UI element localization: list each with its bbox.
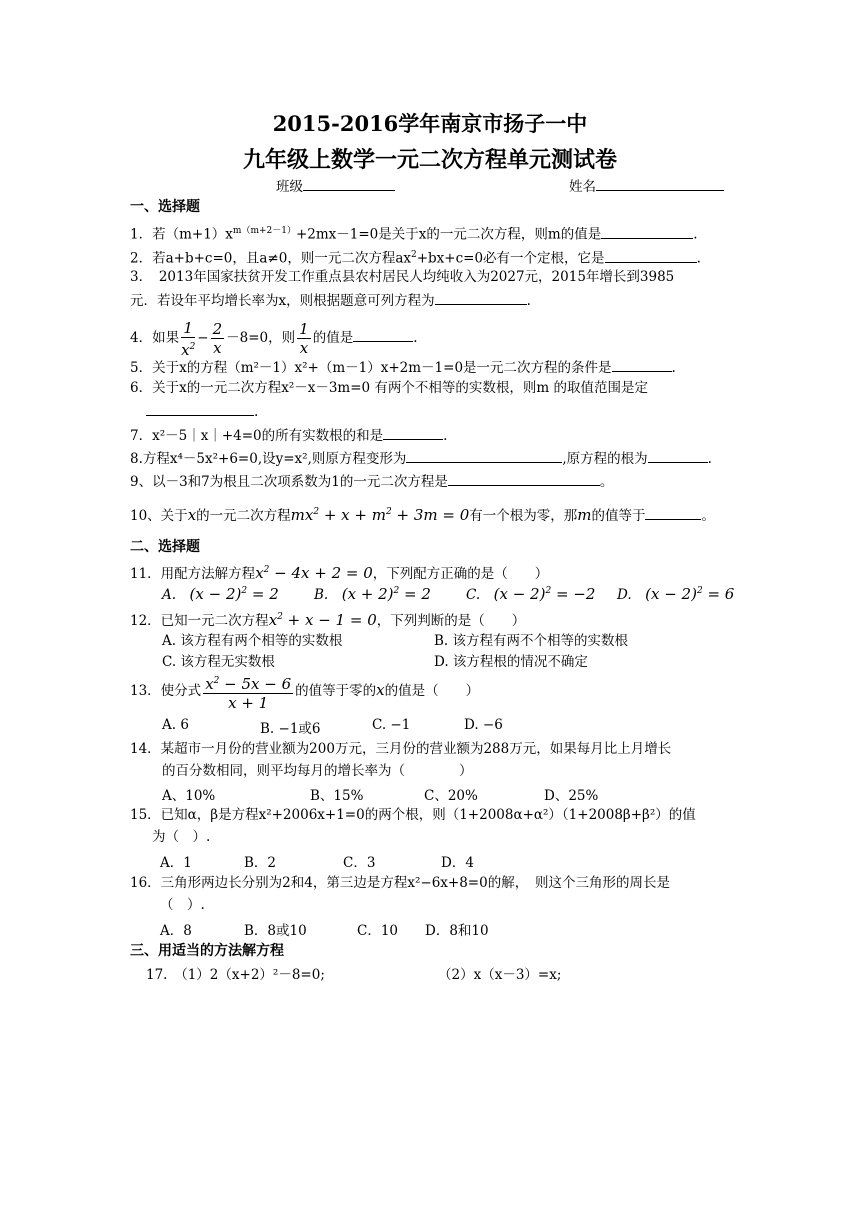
q4-answer-blank[interactable] bbox=[353, 327, 413, 342]
section3-heading: 三、用适当的方法解方程 bbox=[130, 943, 284, 959]
q15-option-a[interactable]: A．1 bbox=[160, 855, 192, 871]
q13-option-c[interactable]: C. −1 bbox=[372, 717, 411, 733]
question-8: 8.方程x⁴－5x²+6=0,设y=x²,则原方程变形为 ,原方程的根为 . bbox=[130, 448, 712, 468]
q12-option-b[interactable]: B. 该方程有两不个相等的实数根 bbox=[434, 633, 629, 649]
question-3-line1: 3． 2013年国家扶贫开发工作重点县农村居民人均纯收入为2027元，2015年增长到3985 bbox=[130, 269, 675, 285]
q16-option-b[interactable]: B．8或10 bbox=[244, 923, 307, 939]
q15-option-d[interactable]: D．4 bbox=[441, 855, 474, 871]
name-label: 姓名 bbox=[569, 179, 596, 195]
question-13: 13．使分式 $\frac{x^2 - 5x - 6}{x + 1}$ 的值等于零的x的值是（ ） bbox=[130, 670, 479, 714]
question-17-part2: （2）x（x－3）=x; bbox=[438, 967, 562, 983]
exam-title-school: 2015-2016学年南京市扬子一中 bbox=[272, 111, 588, 136]
question-14-line1: 14．某超市一月份的营业额为200万元，三月份的营业额为288万元，如果每月比上月增长 bbox=[130, 741, 672, 757]
name-blank[interactable] bbox=[596, 176, 724, 191]
q13-option-b[interactable]: B. −1或6 bbox=[260, 721, 321, 737]
q9-answer-blank[interactable] bbox=[448, 471, 600, 486]
q11-option-a[interactable]: A. $(x - 2)^2 = 2$ bbox=[162, 585, 279, 603]
question-11: 11．用配方法解方程$x^2 - 4x + 2 = 0$，下列配方正确的是（ ） bbox=[130, 564, 549, 582]
q8-blank-2[interactable] bbox=[648, 448, 708, 463]
q12-option-a[interactable]: A. 该方程有两个相等的实数根 bbox=[162, 633, 343, 649]
question-5: 5．关于x的方程（m²－1）x²+（m－1）x+2m－1=0是一元二次方程的条件是 . bbox=[130, 357, 676, 377]
question-16-line2: （ ）. bbox=[160, 897, 205, 913]
question-12: 12．已知一元二次方程$x^2 + x - 1 = 0$，下列判断的是（ ） bbox=[130, 611, 526, 629]
q14-option-c[interactable]: C、20% bbox=[424, 788, 478, 804]
question-6-line2: . bbox=[146, 401, 258, 421]
q16-option-a[interactable]: A．8 bbox=[160, 923, 192, 939]
class-field[interactable] bbox=[276, 176, 395, 196]
question-16-line1: 16．三角形两边长分别为2和4，第三边是方程x²−6x+8=0的解， 则这个三角形的周长是 bbox=[130, 875, 670, 891]
q12-option-d[interactable]: D. 该方程根的情况不确定 bbox=[434, 654, 588, 670]
q16-option-c[interactable]: C．10 bbox=[357, 923, 399, 939]
question-6-line1: 6．关于x的一元二次方程x²－x－3m=0 有两个不相等的实数根，则m 的取值范围是定 bbox=[130, 380, 649, 396]
q7-answer-blank[interactable] bbox=[383, 425, 443, 440]
question-17-part1: 17. （1）2（x+2）²－8=0; bbox=[146, 967, 325, 983]
question-1: 1．若$(m+1)x^{m(m+2-1)}+2mx-1=0$是关于x的一元二次方程，则m的值是 . bbox=[130, 222, 698, 244]
section1-heading: 一、选择题 bbox=[130, 199, 200, 215]
q11-option-c[interactable]: C. $(x - 2)^2 = -2$ bbox=[466, 585, 596, 603]
q11-option-d[interactable]: D. $(x - 2)^2 = 6$ bbox=[617, 585, 735, 603]
question-4: 4．如果 $\frac{1}{x^2}$ − $\frac{2}{x}$ －8=0，则 $\frac{1}{x}$ 的值是 . bbox=[130, 318, 418, 359]
question-2: 2．若a+b+c=0，且a≠0，则一元二次方程$ax^2+bx+c=0$必有一个定根，它是 . bbox=[130, 246, 701, 268]
question-14-line2: 的百分数相同，则平均每月的增长率为（ ） bbox=[162, 763, 473, 779]
q2-answer-blank[interactable] bbox=[605, 248, 697, 263]
question-15-line1: 15．已知α，β是方程x²+2006x+1=0的两个根，则（1+2008α+α²）（1+2008β+β²）的值 bbox=[130, 807, 696, 823]
q15-option-b[interactable]: B．2 bbox=[244, 855, 277, 871]
q4-fraction-1: $\frac{1}{x^2}$ bbox=[181, 318, 196, 359]
question-3-line2: 元．若设年平均增长率为x，则根据题意可列方程为 . bbox=[130, 290, 531, 310]
q10-answer-blank[interactable] bbox=[645, 505, 701, 520]
q4-fraction-2: $\frac{2}{x}$ bbox=[212, 320, 223, 357]
section2-heading: 二、选择题 bbox=[130, 539, 200, 555]
class-label: 班级 bbox=[276, 179, 303, 195]
q6-answer-blank[interactable] bbox=[146, 401, 254, 416]
question-7: 7．x²－5｜x｜+4=0的所有实数根的和是 . bbox=[130, 425, 447, 445]
q13-option-a[interactable]: A. 6 bbox=[162, 717, 189, 733]
q14-option-a[interactable]: A、10% bbox=[162, 788, 216, 804]
q13-fraction: $\frac{x^2 - 5x - 6}{x + 1}$ bbox=[203, 672, 293, 712]
q13-option-d[interactable]: D. −6 bbox=[464, 717, 503, 733]
q4-fraction-3: $\frac{1}{x}$ bbox=[299, 320, 309, 357]
q11-option-b[interactable]: B. $(x + 2)^2 = 2$ bbox=[314, 585, 431, 603]
name-field[interactable] bbox=[569, 176, 724, 196]
q16-option-d[interactable]: D．8和10 bbox=[425, 923, 489, 939]
q5-answer-blank[interactable] bbox=[612, 357, 672, 372]
q3-answer-blank[interactable] bbox=[435, 290, 527, 305]
q14-option-b[interactable]: B、15% bbox=[310, 788, 364, 804]
question-9: 9、以－3和7为根且二次项系数为1的一元二次方程是 。 bbox=[130, 471, 613, 491]
class-blank[interactable] bbox=[303, 176, 395, 191]
exam-title-subject: 九年级上数学一元二次方程单元测试卷 bbox=[242, 147, 617, 173]
question-10: 10、关于x的一元二次方程$mx^2 + x + m^2 + 3m = 0$有一个根为零，那m的值等于 。 bbox=[130, 506, 715, 524]
q1-answer-blank[interactable] bbox=[601, 224, 693, 239]
question-15-line2: 为（ ）. bbox=[152, 829, 211, 845]
q8-blank-1[interactable] bbox=[406, 448, 562, 463]
q14-option-d[interactable]: D、25% bbox=[544, 788, 599, 804]
q15-option-c[interactable]: C．3 bbox=[343, 855, 376, 871]
q12-option-c[interactable]: C. 该方程无实数根 bbox=[162, 654, 275, 670]
